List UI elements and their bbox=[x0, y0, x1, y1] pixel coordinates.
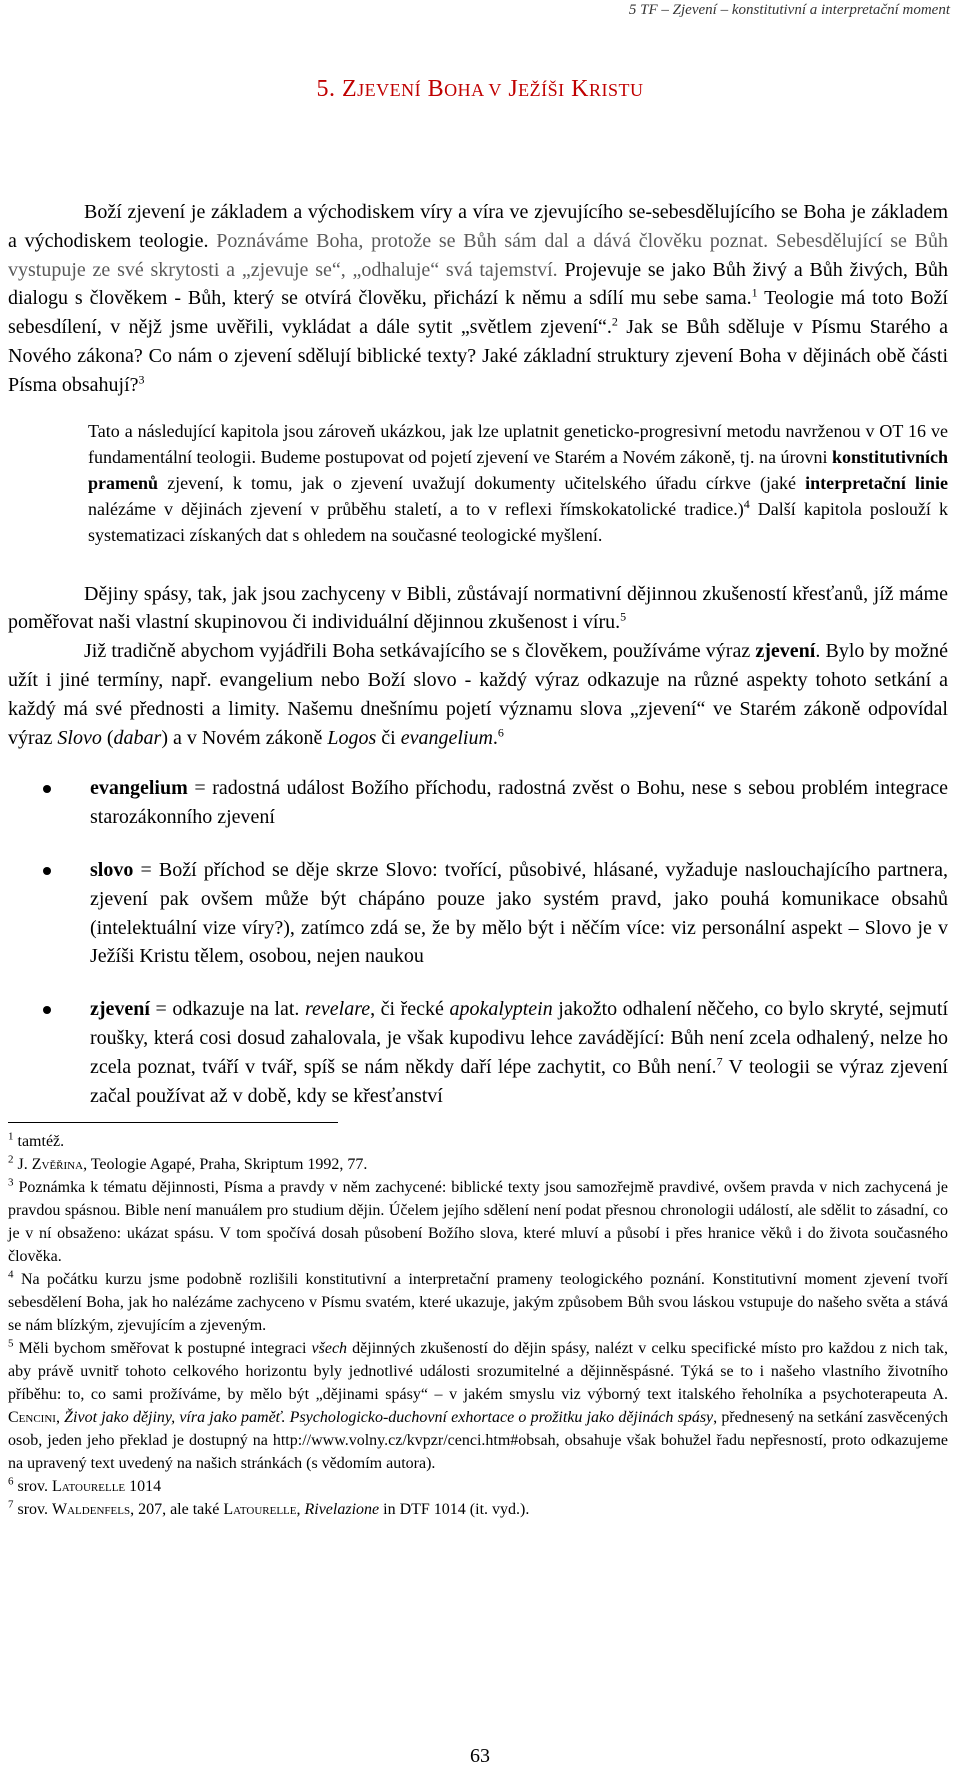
chapter-title: 5. ZJEVENÍ BOHA V JEŽÍŠI KRISTU bbox=[316, 76, 644, 102]
footnote: $^6$ srov. Latourelle 1014 bbox=[8, 1475, 162, 1495]
footnote-ref: 6 bbox=[497, 724, 504, 739]
term-list bbox=[8, 774, 948, 1110]
footnote: $^3$ Poznámka k tématu dějinnosti, Písma a pravdy v něm zachycené: biblické texty jsou samozřejmě pravdivé, ovšem pravda v nich zachycená je pravdou spásnou. Bible není manuálem pro studium dějin. Účelem jejího sdělení není podat přesnou chronologii událostí, ale sdělit to zásadní, co je v ní obsaženo: ukázat spásu. V tom spočívá dosah působení Božího slova, které mluví a působí i přes hranice věků i do života současného člověka. bbox=[8, 1176, 948, 1265]
bullet-icon bbox=[43, 1006, 51, 1014]
terms-paragraph: Již tradičně abychom vyjádřili Boha setkávajícího se s člověkem, používáme výraz zjevení. Bylo by možné užít i jiné termíny, např. evangelium nebo Boží slovo - každý výraz odkazuje na různé aspekty tohoto setkání a každý má své přednosti a limity. Našemu dnešnímu pojetí významu slova „zjevení“ ve Starém zákoně odpovídal výraz Slovo (dabar) a v Novém zákoně Logos či evangelium.$^6$ bbox=[8, 640, 948, 749]
running-header: 5 TF – Zjevení – konstitutivní a interpretační moment bbox=[628, 2, 950, 18]
footnote-ref: 7 bbox=[716, 1054, 723, 1069]
list-item: zjevení = odkazuje na lat. revelare, či řecké apokalyptein jakožto odhalení něčeho, co bylo skryté, sejmutí roušky, která cosi dosud zahalovala, je však kupodivu lehce zavádějící: Bůh není zcela odhalený, nelze ho zcela poznat, tváří v tvář, spíš se nám někdy daří lépe zachytit, co Bůh není.$^7$ V teologii se výraz zjevení začal používat až v době, kdy se křesťanství bbox=[8, 995, 948, 1110]
list-item: evangelium = radostná událost Božího příchodu, radostná zvěst o Bohu, nese s sebou problém integrace starozákonního zjevení bbox=[8, 774, 948, 832]
footnotes bbox=[8, 1130, 948, 1521]
footnote-ref: 2 bbox=[611, 314, 618, 329]
bullet-icon bbox=[43, 867, 51, 875]
footnote-ref: 1 bbox=[751, 285, 758, 300]
page-number: 63 bbox=[470, 1745, 490, 1767]
footnote: $^1$ tamtéž. bbox=[8, 1130, 65, 1150]
footnote: $^4$ Na počátku kurzu jsme podobně rozlišili konstitutivní a interpretační prameny teologického poznání. Konstitutivní moment zjevení tvoří sebesdělení Boha, jak ho nalézáme zachyceno v Písmu svatém, které ukazuje, jakým způsobem Bůh svou láskou vstupuje do našeho světa a stává se nám blízkým, zjevujícím a zjeveným. bbox=[8, 1268, 948, 1334]
method-note: Tato a následující kapitola jsou zároveň ukázkou, jak lze uplatnit geneticko-progresivní metodu navrženou v OT 16 ve fundamentální teologii. Budeme postupovat od pojetí zjevení ve Starém a Novém zákoně, tj. na úrovni konstitutivních pramenů zjevení, k tomu, jak o zjevení uvažují dokumenty učitelského úřadu církve (jaké interpretační linie nalézáme v dějinách zjevení v průběhu staletí, a to v reflexi římskokatolické tradice.)$^4$ Další kapitola poslouží k systematizaci získaných dat s ohledem na současné teologické myšlení. bbox=[88, 420, 948, 545]
footnote: $^5$ Měli bychom směřovat k postupné integraci všech dějinných zkušeností do dějin spásy, nalézt v celku specifické místo pro každou z nich tak, aby právě uvnitř tohoto celkového horizontu byly jednotlivé události srozumitelné a dějinněspásné. Týká se to i našeho vlastního životního příběhu: to, co sami prožíváme, by mělo být „dějinami spásy“ – v jakém smyslu viz výborný text italského řeholníka a psychoterapeuta A. Cencini, Život jako dějiny, víra jako paměť. Psychologicko-duchovní exhortace o prožitku jako dějinách spásy, přednesený na setkání zasvěcených osob, jeden jeho překlad je dostupný na http://www.volny.cz/kvpzr/cenci.htm#obsah, obsahuje však bohužel řadu nepřesností, proto odkazujeme na upravený text uvedený na našich stránkách (s vědomím autora). bbox=[8, 1337, 949, 1472]
footnote: $^2$ J. Zvěřina, Teologie Agapé, Praha, Skriptum 1992, 77. bbox=[8, 1153, 368, 1173]
bullet-icon bbox=[43, 785, 51, 793]
history-paragraph: Dějiny spásy, tak, jak jsou zachyceny v Bibli, zůstávají normativní dějinnou zkušeností křesťanů, jíž máme poměřovat naši vlastní skupinovou či individuální dějinnou zkušenost i víru.$^5$ bbox=[8, 582, 948, 634]
footnote-ref: 3 bbox=[138, 372, 145, 387]
footnote-separator bbox=[8, 1122, 338, 1123]
main-text bbox=[8, 198, 948, 1134]
footnote-ref: 5 bbox=[620, 609, 627, 624]
footnote-ref: 4 bbox=[743, 496, 750, 511]
list-item: slovo = Boží příchod se děje skrze Slovo: tvořící, působivé, hlásané, vyžaduje naslouchajícího partnera, zjevení pak ovšem může být chápáno pouze jako systém pravd, jako pouhá komunikace obsahů (intelektuální vize víry?), zatímco zdá se, že by mělo být i něčím více: viz personální aspekt – Slovo je v Ježíši Kristu tělem, osobou, nejen naukou bbox=[8, 856, 948, 971]
intro-paragraph: Boží zjevení je základem a východiskem víry a víra ve zjevujícího se-sebesdělujícího se Boha je základem a východiskem teologie. Poznáváme Boha, protože se Bůh sám dal a dává člověku poznat. Sebesdělující se Bůh vystupuje ze své skrytosti a „zjevuje se“, „odhaluje“ svá tajemství. Projevuje se jako Bůh živý a Bůh živých, Bůh dialogu s člověkem - Bůh, který se otvírá člověku, přichází k němu a sdílí mu sebe sama.$^1$ Teologie má toto Boží sebesdílení, v nějž jsme uvěřili, vykládat a dále sytit „světlem zjevení“.$^2$ Jak se Bůh sděluje v Písmu Starého a Nového zákona? Co nám o zjevení sdělují biblické texty? Jaké základní struktury zjevení Boha v dějinách obě části Písma obsahují?$^3$ bbox=[8, 201, 948, 396]
footnote: $^7$ srov. Waldenfels, 207, ale také Latourelle, Rivelazione in DTF 1014 (it. vyd.). bbox=[8, 1498, 530, 1518]
